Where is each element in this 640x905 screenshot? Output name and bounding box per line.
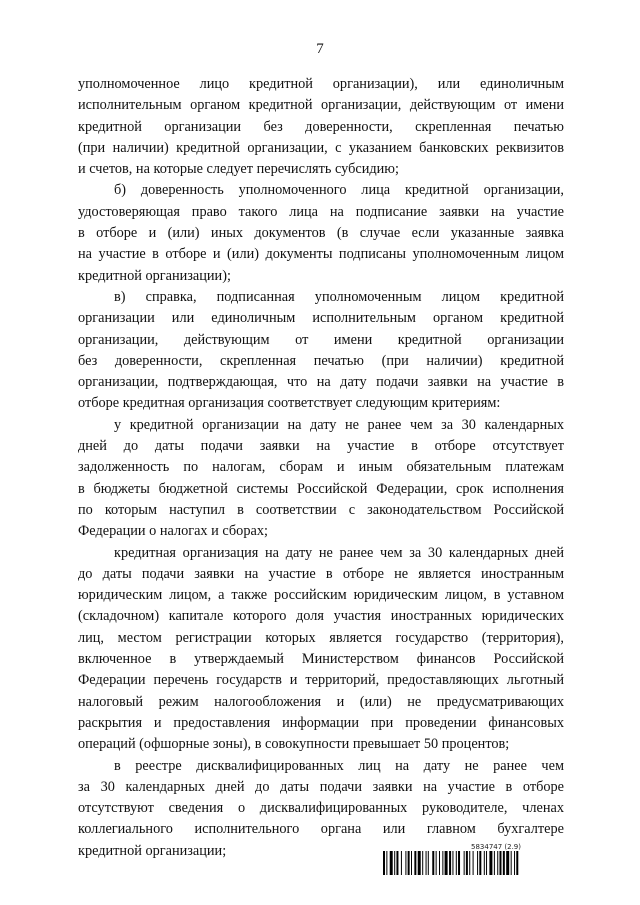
text-line: кредитной организации); (78, 267, 231, 284)
barcode-bar (408, 851, 410, 875)
text-line: кредитной организации без доверенности, скрепленная печатью (78, 118, 564, 135)
barcode-code-text: 5834747 (2.9) (471, 843, 521, 851)
text-line: исполнительным органом кредитной организации, действующим от имени (78, 97, 564, 114)
text-line: кредитной организации; (78, 842, 227, 859)
text-line: организации или единоличным исполнительным органом кредитной (78, 310, 564, 327)
text-line: удостоверяющая право такого лица на подписание заявки на участие (78, 203, 564, 220)
barcode-bar (394, 851, 395, 875)
text-line: (при наличии) кредитной организации, с указанием банковских реквизитов (78, 139, 564, 156)
text-line: по которым наступил в соответствии с законодательством Российской (78, 501, 564, 518)
barcode-bar (426, 851, 427, 875)
barcode-bar (428, 851, 429, 875)
text-line: на участие в отборе и (или) документы подписаны уполномоченным лицом (78, 246, 564, 263)
barcode-bar (516, 851, 518, 875)
text-line: до даты подачи заявки на участие в отборе не является иностранным (78, 565, 564, 582)
barcode-bar (469, 851, 470, 875)
barcode-bar (383, 851, 385, 875)
text-line: в бюджеты бюджетной системы Российской Федерации, срок исполнения (78, 480, 564, 497)
body-text (78, 74, 564, 862)
text-line: уполномоченное лицо кредитной организации), или единоличным (78, 76, 564, 92)
barcode-bar (499, 851, 501, 875)
text-line: отборе кредитная организация соответствует следующим критериям: (78, 395, 501, 412)
text-line: Федерации о налогах и сборах; (78, 523, 268, 540)
text-line: задолженность по налогам, сборам и иным обязательным платежам (78, 459, 564, 476)
barcode-bar (452, 851, 453, 875)
text-line: у кредитной организации на дату не ранее чем за 30 календарных (114, 416, 564, 433)
barcode-bar (432, 851, 434, 875)
barcode-bar (439, 851, 440, 875)
text-line: в) справка, подписанная уполномоченным лицом кредитной (114, 288, 564, 305)
barcode-bar (484, 851, 485, 875)
text-line: включенное в утверждаемый Министерством финансов Российской (78, 651, 564, 668)
text-line: организации, подтверждающая, что на дату подачи заявки на участие в (78, 374, 564, 391)
barcode-bar (445, 851, 448, 875)
barcode-bar (464, 851, 465, 875)
text-line: лиц, местом регистрации которых является государство (территория), (78, 629, 564, 646)
text-line: коллегиального исполнительного органа или главном бухгалтере (78, 821, 564, 838)
barcode-bar (449, 851, 451, 875)
page-number: 7 (316, 41, 324, 57)
text-line: юридическим лицом, а также российским юридическим лицом, в уставном (78, 587, 564, 604)
barcode-block (383, 843, 561, 875)
text-line: организации, действующим от имени кредитной организации (78, 331, 564, 348)
barcode-bar (506, 851, 509, 875)
barcode-bar (414, 851, 416, 875)
barcode-bar (456, 851, 457, 875)
barcode-bar (479, 851, 481, 875)
barcode-bar (401, 851, 402, 875)
barcode-bar (436, 851, 437, 875)
barcode-bar (503, 851, 505, 875)
text-line: кредитная организация на дату не ранее чем за 30 календарных дней (114, 544, 564, 561)
text-line: в отборе и (или) иных документов (в случае если указанные заявка (78, 225, 564, 242)
text-line: в реестре дисквалифицированных лиц на дату не ранее чем (114, 757, 564, 774)
barcode-bar (497, 851, 498, 875)
text-line: за 30 календарных дней до даты подачи заявки на участие в отборе (78, 778, 564, 795)
barcode-bar (511, 851, 512, 875)
barcode-bar (458, 851, 460, 875)
text-line: Федерации перечень государств и территорий, предоставляющих льготный (78, 672, 564, 689)
text-line: и счетов, на которые следует перечислять субсидию; (78, 161, 399, 178)
text-line: налоговый режим налогообложения и (или) не предусматривающих (78, 693, 564, 710)
barcode-bar (405, 851, 406, 875)
text-line: отсутствуют сведения о дисквалифицированных руководителе, членах (78, 800, 564, 817)
barcode-bar (473, 851, 474, 875)
text-line: без доверенности, скрепленная печатью (при наличии) кредитной (78, 352, 564, 369)
barcode-bar (514, 851, 515, 875)
barcode-image (383, 851, 561, 875)
text-line: операций (офшорные зоны), в совокупности превышает 50 процентов; (78, 736, 510, 753)
barcode-bar (386, 851, 387, 875)
barcode-bar (396, 851, 398, 875)
barcode-bar (466, 851, 468, 875)
barcode-bar (418, 851, 421, 875)
text-line: б) доверенность уполномоченного лица кредитной организации, (114, 182, 564, 199)
barcode-bar (442, 851, 443, 875)
barcode-bar (494, 851, 495, 875)
barcode-bar (390, 851, 393, 875)
barcode-bar (411, 851, 412, 875)
text-line: (складочном) капитале которого доля участия иностранных юридических (78, 608, 564, 625)
text-line: дней до даты подачи заявки на участие в отборе отсутствует (78, 438, 564, 455)
barcode-bar (489, 851, 492, 875)
text-line: раскрытия и предоставления информации при проведении финансовых (78, 714, 564, 731)
barcode-bar (486, 851, 487, 875)
barcode-bar (477, 851, 478, 875)
barcode-bar (422, 851, 423, 875)
